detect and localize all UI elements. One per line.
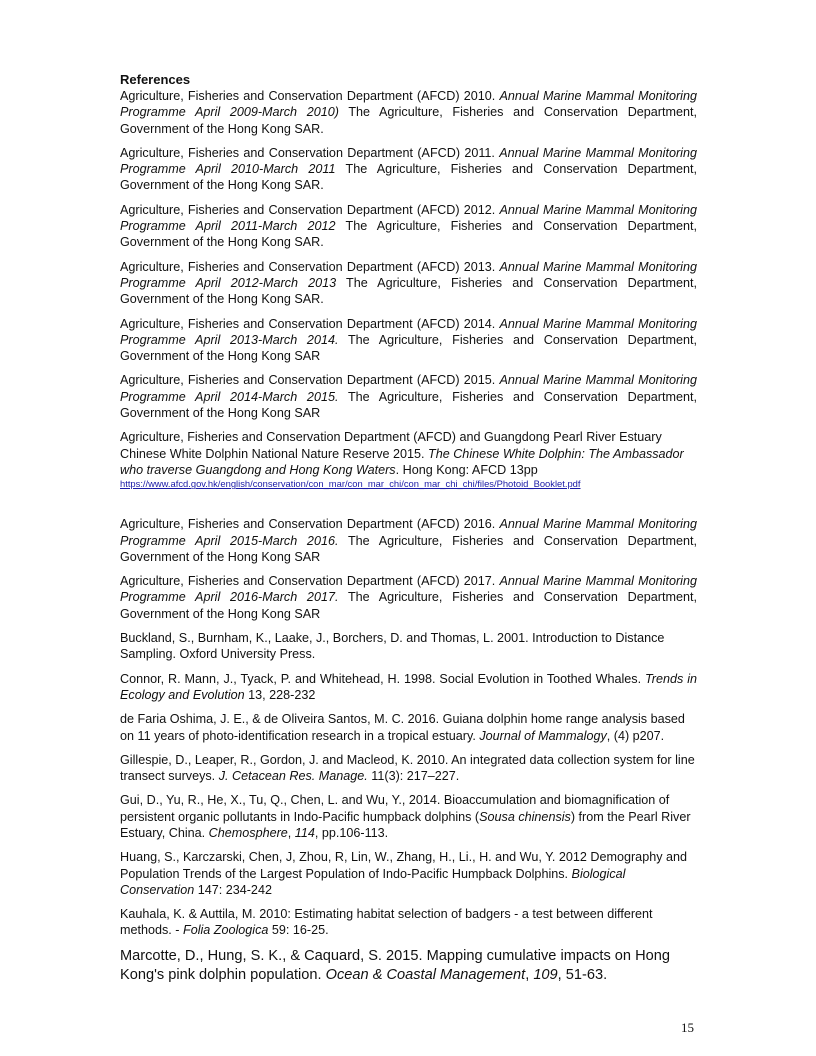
reference-item: Agriculture, Fisheries and Conservation Department (AFCD) 2013. Annual Marine Mammal Monitoring Programme April 2012-March 2013 The Agriculture, Fisheries and Conservation Department, Government of the Hong Kong SAR. [120, 259, 697, 307]
booklet-link[interactable]: https://www.afcd.gov.hk/english/conservation/con_mar/con_mar_chi/con_mar_chi_chi/files/Photoid_Booklet.pdf [120, 478, 581, 490]
references-section [120, 72, 697, 993]
reference-item: Huang, S., Karczarski, Chen, J, Zhou, R, Lin, W., Zhang, H., Li., H. and Wu, Y. 2012 Demography and Population Trends of the Largest Population of Indo-Pacific Humpback Dolphins. Biological Conservation 147: 234-242 [120, 850, 688, 897]
reference-item: Agriculture, Fisheries and Conservation Department (AFCD) 2011. Annual Marine Mammal Monitoring Programme April 2010-March 2011 The Agriculture, Fisheries and Conservation Department, Government of the Hong Kong SAR. [120, 145, 697, 193]
reference-item: Marcotte, D., Hung, S. K., & Caquard, S. 2015. Mapping cumulative impacts on Hong Kong's pink dolphin population. Ocean & Coastal Management, 109, 51-63. [120, 947, 670, 983]
page-number: 15 [681, 1020, 694, 1035]
reference-item: Agriculture, Fisheries and Conservation Department (AFCD) 2012. Annual Marine Mammal Monitoring Programme April 2011-March 2012 The Agriculture, Fisheries and Conservation Department, Government of the Hong Kong SAR. [120, 202, 697, 250]
reference-item: Agriculture, Fisheries and Conservation Department (AFCD) 2016. Annual Marine Mammal Monitoring Programme April 2015-March 2016. The Agriculture, Fisheries and Conservation Department, Government of the Hong Kong SAR [120, 517, 697, 564]
reference-item: Agriculture, Fisheries and Conservation Department (AFCD) 2017. Annual Marine Mammal Monitoring Programme April 2016-March 2017. The Agriculture, Fisheries and Conservation Department, Government of the Hong Kong SAR [120, 574, 697, 621]
section-heading: References [120, 72, 191, 87]
reference-item: Connor, R. Mann, J., Tyack, P. and Whitehead, H. 1998. Social Evolution in Toothed Whales. Trends in Ecology and Evolution 13, 228-232 [120, 671, 697, 702]
reference-item: de Faria Oshima, J. E., & de Oliveira Santos, M. C. 2016. Guiana dolphin home range analysis based on 11 years of photo-identification research in a tropical estuary. Journal of Mammalogy, (4) p207. [120, 712, 685, 743]
reference-item: Kauhala, K. & Auttila, M. 2010: Estimating habitat selection of badgers - a test between different methods. - Folia Zoologica 59: 16-25. [120, 907, 653, 938]
reference-item: Agriculture, Fisheries and Conservation Department (AFCD) 2014. Annual Marine Mammal Monitoring Programme April 2013-March 2014. The Agriculture, Fisheries and Conservation Department, Government of the Hong Kong SAR [120, 316, 697, 364]
reference-item: Agriculture, Fisheries and Conservation Department (AFCD) 2010. Annual Marine Mammal Monitoring Programme April 2009-March 2010) The Agriculture, Fisheries and Conservation Department, Government of the Hong Kong SAR. [120, 89, 697, 136]
reference-item: Buckland, S., Burnham, K., Laake, J., Borchers, D. and Thomas, L. 2001. Introduction to Distance Sampling. Oxford University Press. [120, 631, 665, 662]
reference-item: Gillespie, D., Leaper, R., Gordon, J. and Macleod, K. 2010. An integrated data collection system for line transect surveys. J. Cetacean Res. Manage. 11(3): 217–227. [120, 752, 695, 784]
reference-item: Gui, D., Yu, R., He, X., Tu, Q., Chen, L. and Wu, Y., 2014. Bioaccumulation and biomagnification of persistent organic pollutants in Indo-Pacific humpback dolphins (Sousa chinensis) from the Pearl River Estuary, China. Chemosphere, 114, pp.106-113. [120, 793, 691, 840]
reference-item: Agriculture, Fisheries and Conservation Department (AFCD) and Guangdong Pearl River Estuary Chinese White Dolphin National Nature Reserve 2015. The Chinese White Dolphin: The Ambassador who traverse Guangdong and Hong Kong Waters. Hong Kong: AFCD 13pp https://www.afcd.gov.hk/english/conservation/con_mar/con_mar_chi/con_mar_chi_chi/files/Photoid_Booklet.pdf [120, 429, 697, 490]
reference-item: Agriculture, Fisheries and Conservation Department (AFCD) 2015. Annual Marine Mammal Monitoring Programme April 2014-March 2015. The Agriculture, Fisheries and Conservation Department, Government of the Hong Kong SAR [120, 373, 697, 421]
